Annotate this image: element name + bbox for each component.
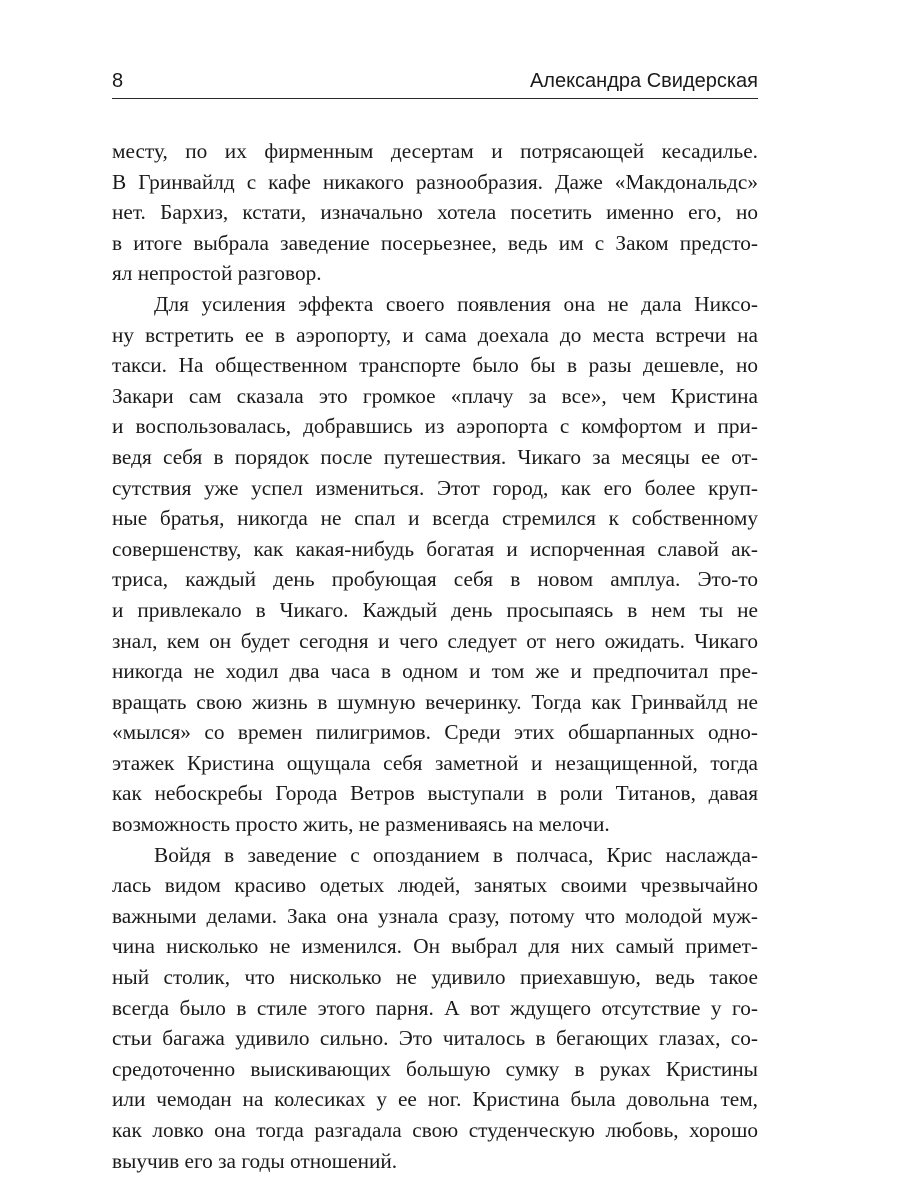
text-line: Закари сам сказала это громкое «плачу за все», чем Кристина [112,383,758,408]
text-line: в итоге выбрала заведение посерьезнее, ведь им с Заком предсто- [112,230,758,255]
text-line: «мылся» со времен пилигримов. Среди этих обшарпанных одно- [112,720,758,745]
text-line: или чемодан на колесиках у ее ног. Кристина была довольна тем, [112,1087,758,1112]
text-line: и привлекало в Чикаго. Каждый день просыпаясь в нем ты не [112,597,758,622]
text-line: Для усиления эффекта своего появления она не дала Никсо- [154,291,758,316]
text-line: средоточенно выискивающих большую сумку в руках Кристины [112,1056,758,1081]
text-line: этажек Кристина ощущала себя заметной и незащищенной, тогда [112,750,758,775]
text-line: совершенству, как какая-нибудь богатая и испорченная славой ак- [112,536,758,561]
body-text [112,136,758,1176]
text-line: вращать свою жизнь в шумную вечеринку. Тогда как Гринвайлд не [112,689,758,714]
text-line: такси. На общественном транспорте было бы в разы дешевле, но [112,353,758,378]
text-line: триса, каждый день пробующая себя в новом амплуа. Это-то [112,567,758,592]
running-header [112,68,758,99]
text-line: нет. Бархиз, кстати, изначально хотела посетить именно его, но [112,200,758,225]
text-line: всегда было в стиле этого парня. А вот ждущего отсутствие у го- [112,995,758,1020]
text-line: важными делами. Зака она узнала сразу, потому что молодой муж- [112,903,758,928]
text-line: и воспользовалась, добравшись из аэропорта с комфортом и при- [112,414,758,439]
text-line: никогда не ходил два часа в одном и том же и предпочитал пре- [112,659,758,684]
text-line: стьи багажа удивило сильно. Это читалось в бегающих глазах, со- [112,1026,758,1051]
text-line: ные братья, никогда не спал и всегда стремился к собственному [112,506,758,531]
text-line: как небоскребы Города Ветров выступали в роли Титанов, давая [112,781,758,806]
page-number: 8 [112,70,124,92]
text-line: В Гринвайлд с кафе никакого разнообразия. Даже «Макдональдс» [112,169,758,194]
text-line: ный столик, что нисколько не удивило приехавшую, ведь такое [112,965,758,990]
text-line: ведя себя в порядок после путешествия. Чикаго за месяцы ее от- [112,444,758,469]
text-line: месту, по их фирменным десертам и потрясающей кесадилье. [112,139,758,163]
running-head-author: Александра Свидерская [529,70,758,92]
text-line: сутствия уже успел измениться. Этот город, как его более круп- [112,475,758,500]
text-line: чина нисколько не изменился. Он выбрал для них самый примет- [112,934,758,959]
text-line: Войдя в заведение с опозданием в полчаса, Крис наслажда- [154,842,758,867]
text-line: ял непростой разговор. [112,261,322,286]
text-line: лась видом красиво одетых людей, занятых своими чрезвычайно [112,873,758,898]
text-line: знал, кем он будет сегодня и чего следует от него ожидать. Чикаго [112,628,758,653]
text-line: как ловко она тогда разгадала свою студенческую любовь, хорошо [112,1118,758,1142]
text-line: выучив его за годы отношений. [112,1148,398,1173]
text-line: ну встретить ее в аэропорту, и сама доехала до места встречи на [112,322,758,347]
text-line: возможность просто жить, не размениваясь на мелочи. [112,812,610,837]
